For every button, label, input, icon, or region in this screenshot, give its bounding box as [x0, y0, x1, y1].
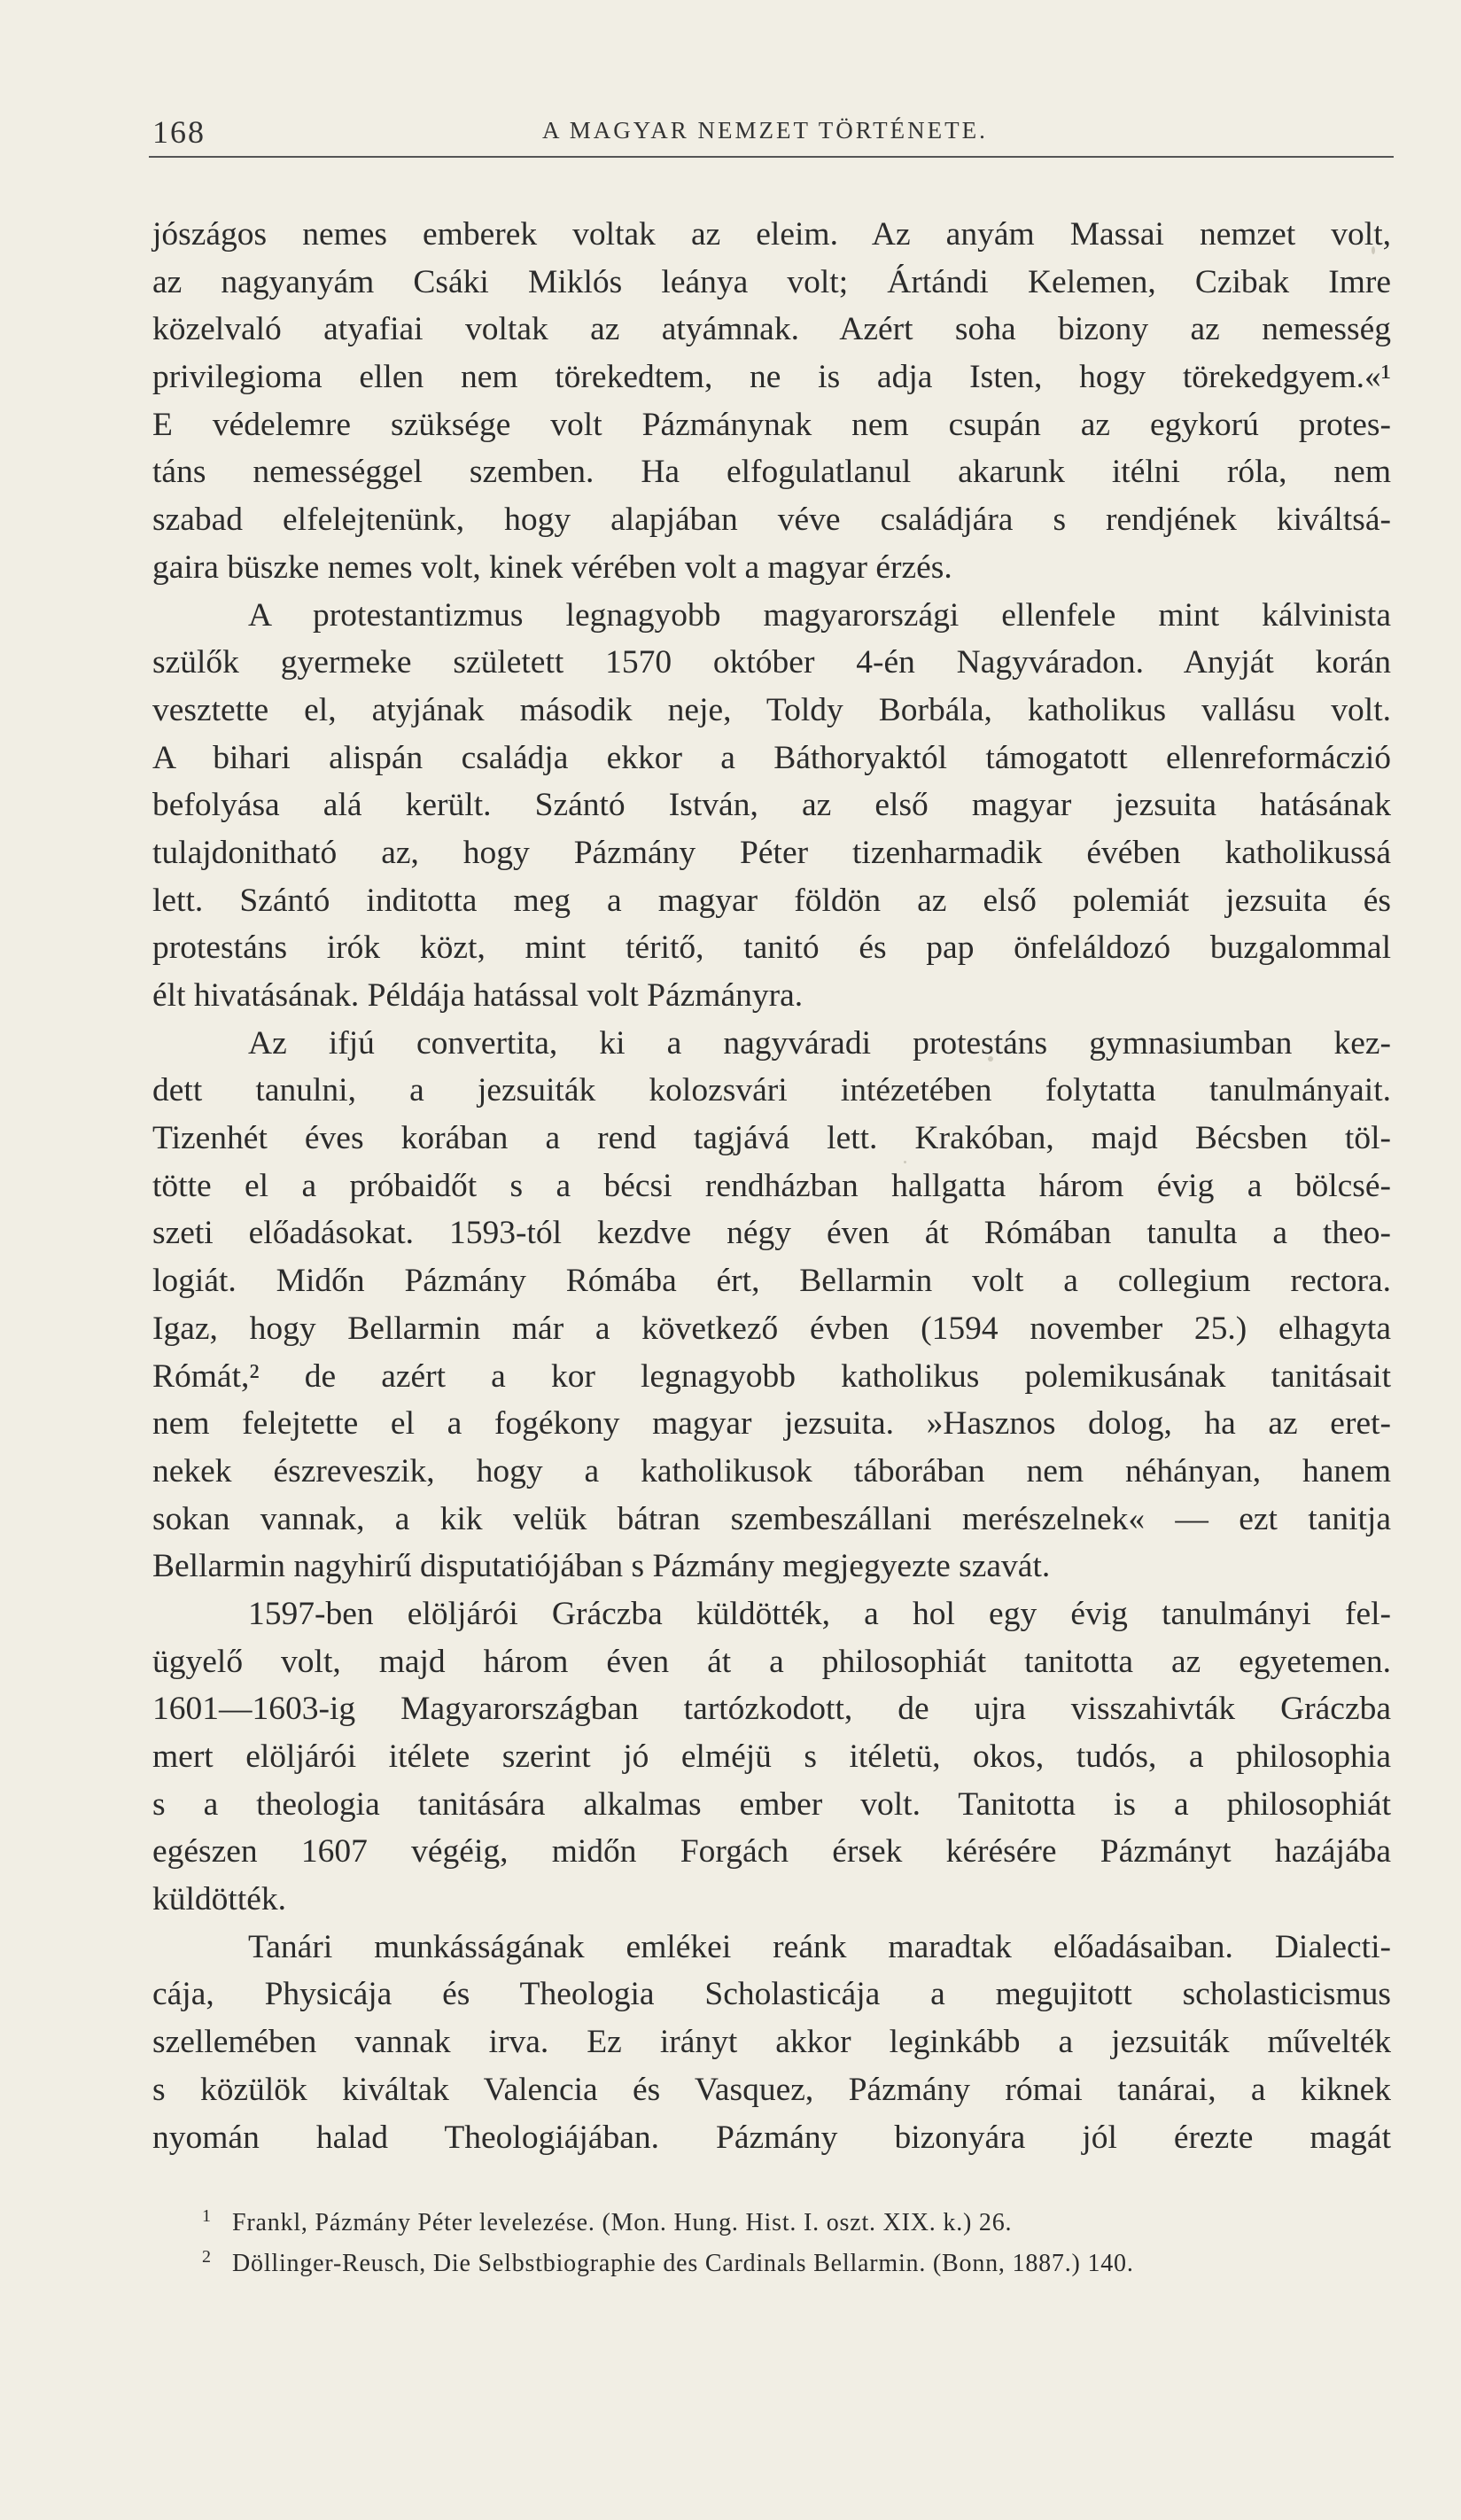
text-line: közelvaló atyafiai voltak az atyámnak. Azért soha bizony az nemesség [152, 311, 1391, 348]
text-line: cája, Physicája és Theologia Scholasticája a megujitott scholasticismus [152, 1976, 1391, 2013]
footnote-mark: 2 [202, 2247, 212, 2267]
paper-speck [1372, 246, 1375, 254]
text-line: 1597-ben elöljárói Gráczba küldötték, a hol egy évig tanulmányi fel- [248, 1595, 1391, 1632]
paper-speck [904, 1161, 906, 1163]
header-rule [149, 156, 1394, 158]
text-line: Tizenhét éves korában a rend tagjává lett. Krakóban, majd Bécsben töl- [152, 1120, 1391, 1157]
text-line: Bellarmin nagyhirű disputatiójában s Pázmány megjegyezte szavát. [152, 1548, 1051, 1585]
text-line: tulajdonitható az, hogy Pázmány Péter tizenharmadik évében katholikussá [152, 834, 1391, 871]
paper-speck [988, 1056, 993, 1062]
text-line: befolyása alá került. Szántó István, az első magyar jezsuita hatásának [152, 787, 1391, 824]
text-line: 1601—1603-ig Magyarországban tartózkodott, de ujra visszahivták Gráczba [152, 1691, 1391, 1728]
text-line: nyomán halad Theologiájában. Pázmány bizonyára jól érezte magát [152, 2119, 1391, 2156]
footnote-text: Döllinger-Reusch, Die Selbstbiographie des Cardinals Bellarmin. (Bonn, 1887.) 140. [232, 2250, 1134, 2277]
text-line: az nagyanyám Csáki Miklós leánya volt; Ártándi Kelemen, Czibak Imre [152, 263, 1391, 300]
text-line: élt hivatásának. Példája hatással volt Pázmányra. [152, 977, 804, 1014]
text-line: sokan vannak, a kik velük bátran szembeszállani merészelnek« — ezt tanitja [152, 1500, 1391, 1537]
footnote [152, 2244, 1391, 2284]
running-header [152, 108, 1393, 158]
page-number: 168 [152, 114, 206, 150]
text-line: küldötték. [152, 1881, 287, 1918]
text-line: logiát. Midőn Pázmány Rómába ért, Bellarmin volt a collegium rectora. [152, 1263, 1391, 1300]
text-line: jószágos nemes emberek voltak az eleim. Az anyám Massai nemzet volt, [152, 216, 1391, 253]
running-title: A MAGYAR NEMZET TÖRTÉNETE. [542, 117, 988, 144]
footnote [152, 2203, 1391, 2244]
footnote-mark: 1 [202, 2206, 212, 2226]
text-line: A protestantizmus legnagyobb magyarországi ellenfele mint kálvinista [248, 596, 1391, 634]
text-line: táns nemességgel szemben. Ha elfogulatlanul akarunk itélni róla, nem [152, 454, 1391, 491]
text-line: A bihari alispán családja ekkor a Báthoryaktól támogatott ellenreformáczió [152, 739, 1391, 776]
footnotes [152, 2203, 1391, 2284]
text-line: Az ifjú convertita, ki a nagyváradi protestáns gymnasiumban kez- [248, 1024, 1391, 1062]
text-line: protestáns irók közt, mint téritő, tanitó és pap önfeláldozó buzgalommal [152, 929, 1391, 967]
text-line: ügyelő volt, majd három éven át a philosophiát tanitotta az egyetemen. [152, 1643, 1391, 1680]
text-line: Tanári munkásságának emlékei reánk maradtak előadásaiban. Dialecti- [248, 1928, 1391, 1965]
text-line: privilegioma ellen nem törekedtem, ne is adja Isten, hogy törekedgyem.«¹ [152, 359, 1391, 396]
text-line: E védelemre szüksége volt Pázmánynak nem csupán az egykorú protes- [152, 406, 1391, 443]
text-line: gaira büszke nemes volt, kinek vérében volt a magyar érzés. [152, 548, 952, 586]
footnote-text: Frankl, Pázmány Péter levelezése. (Mon. Hung. Hist. I. oszt. XIX. k.) 26. [232, 2209, 1013, 2236]
text-line: Igaz, hogy Bellarmin már a következő évben (1594 november 25.) elhagyta [152, 1310, 1391, 1347]
body-text [152, 211, 1391, 2161]
text-line: s közülök kiváltak Valencia és Vasquez, Pázmány római tanárai, a kiknek [152, 2071, 1391, 2108]
text-line: Rómát,² de azért a kor legnagyobb katholikus polemikusának tanitásait [152, 1357, 1391, 1395]
text-line: tötte el a próbaidőt s a bécsi rendházban hallgatta három évig a bölcsé- [152, 1167, 1391, 1204]
text-line: egészen 1607 végéig, midőn Forgách érsek kérésére Pázmányt hazájába [152, 1833, 1391, 1871]
text-line: mert elöljárói itélete szerint jó elméjü s itéletü, okos, tudós, a philosophia [152, 1738, 1391, 1775]
text-line: szeti előadásokat. 1593-tól kezdve négy éven át Rómában tanulta a theo- [152, 1215, 1391, 1252]
text-line: vesztette el, atyjának második neje, Toldy Borbála, katholikus vallásu volt. [152, 691, 1391, 728]
text-line: dett tanulni, a jezsuiták kolozsvári intézetében folytatta tanulmányait. [152, 1072, 1391, 1109]
text-line: nem felejtette el a fogékony magyar jezsuita. »Hasznos dolog, ha az eret- [152, 1405, 1391, 1443]
text-line: nekek észreveszik, hogy a katholikusok táborában nem néhányan, hanem [152, 1452, 1391, 1489]
text-line: lett. Szántó inditotta meg a magyar földön az első polemiát jezsuita és [152, 882, 1391, 919]
text-line: szabad elfelejtenünk, hogy alapjában véve családjára s rendjének kiváltsá- [152, 502, 1391, 539]
text-line: s a theologia tanitására alkalmas ember volt. Tanitotta is a philosophiát [152, 1785, 1391, 1823]
text-line: szülők gyermeke született 1570 október 4-én Nagyváradon. Anyját korán [152, 644, 1391, 681]
text-line: szellemében vannak irva. Ez irányt akkor leginkább a jezsuiták művelték [152, 2024, 1391, 2061]
